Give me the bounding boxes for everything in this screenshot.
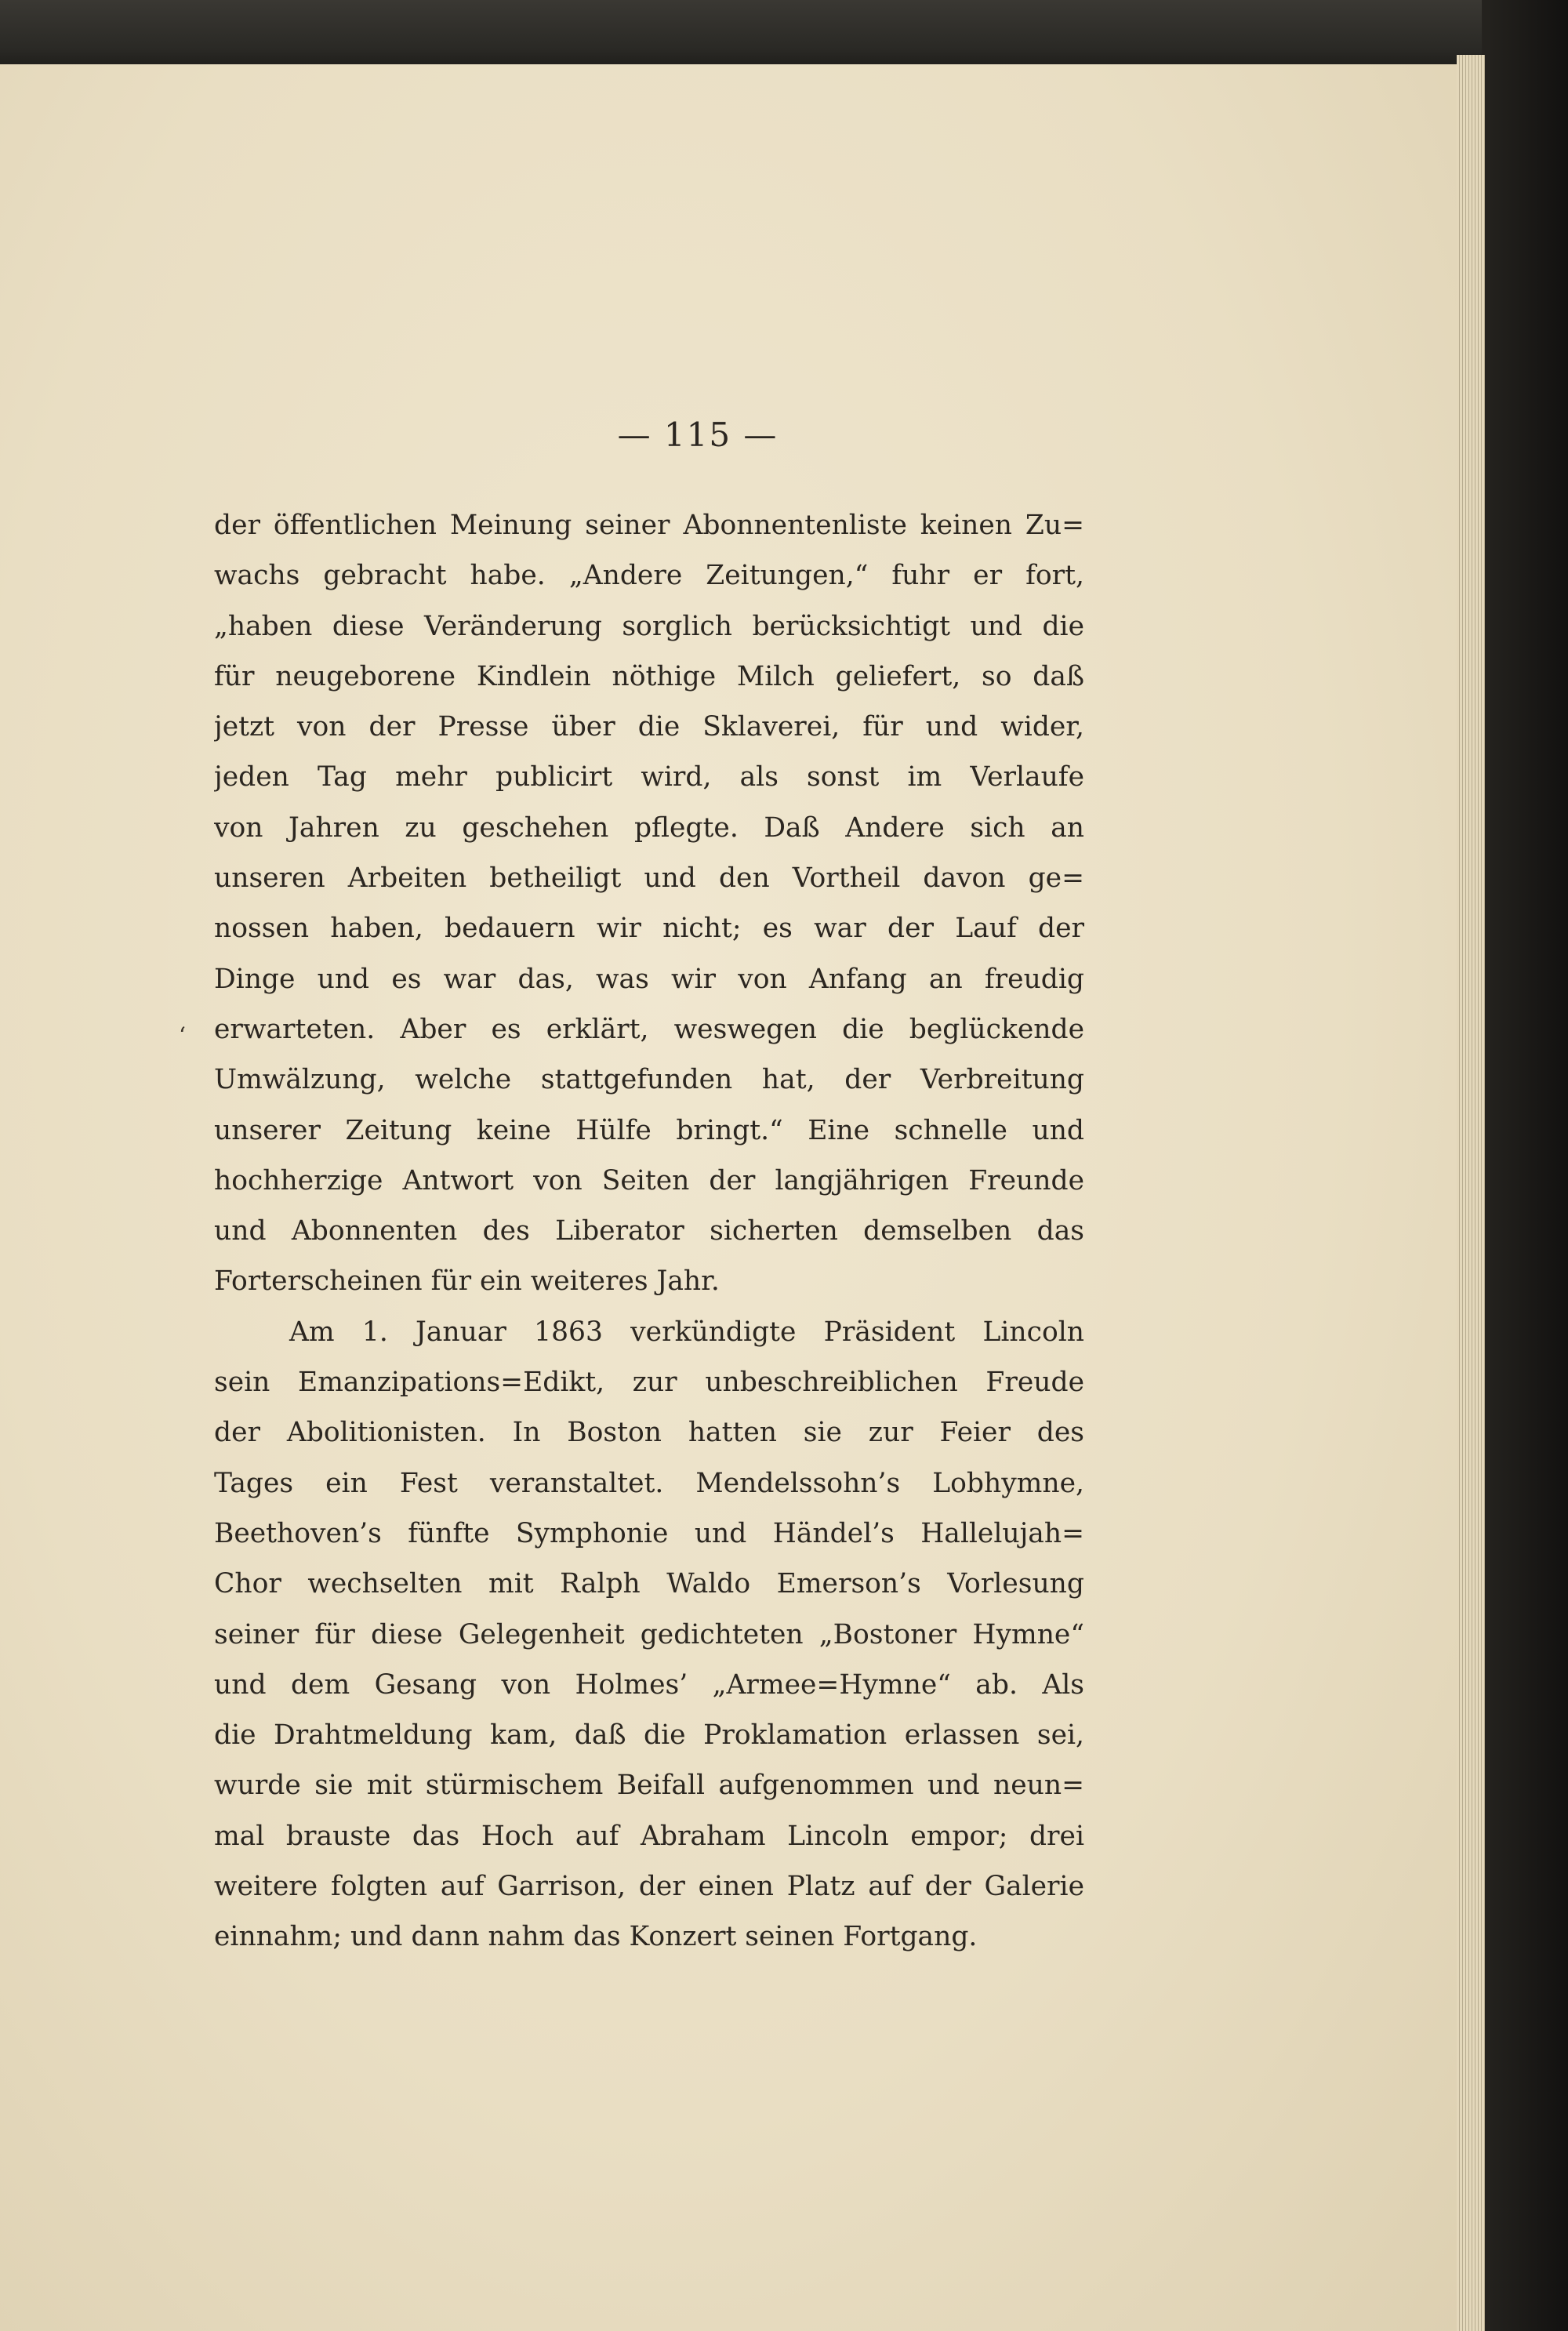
text-line: Beethoven’s fünfte Symphonie und Händel’s Hallelujah= — [214, 1517, 1084, 1549]
text-line: Am 1. Januar 1863 verkündigte Präsident Lincoln — [289, 1316, 1084, 1348]
text-line: Dinge und es war das, was wir von Anfang an freudig — [214, 963, 1084, 995]
margin-mark: ʻ — [179, 1022, 186, 1048]
text-line: von Jahren zu geschehen pflegte. Daß Andere sich an — [214, 811, 1084, 844]
body-text — [214, 500, 1084, 1962]
text-line: hochherzige Antwort von Seiten der langjährigen Freunde — [214, 1164, 1084, 1196]
scanner-background-top — [0, 0, 1568, 71]
text-line: nossen haben, bedauern wir nicht; es war der Lauf der — [214, 913, 1084, 945]
text-line: weitere folgten auf Garrison, der einen Platz auf der Galerie — [214, 1871, 1084, 1903]
text-line: wachs gebracht habe. „Andere Zeitungen,“ fuhr er fort, — [214, 560, 1084, 592]
text-line: Umwälzung, welche stattgefunden hat, der Verbreitung — [214, 1064, 1084, 1096]
text-line: für neugeborene Kindlein nöthige Milch geliefert, so daß — [214, 660, 1084, 692]
text-line: Tages ein Fest veranstaltet. Mendelssohn’s Lobhymne, — [214, 1467, 1084, 1499]
text-line: Forterscheinen für ein weiteres Jahr. — [214, 1265, 720, 1298]
text-line: Chor wechselten mit Ralph Waldo Emerson’s Vorlesung — [214, 1568, 1084, 1600]
page-stack-edges — [1457, 55, 1485, 2331]
book-cover-edge — [1482, 0, 1568, 2331]
text-line: einnahm; und dann nahm das Konzert seinen Fortgang. — [214, 1921, 978, 1953]
text-line: jetzt von der Presse über die Sklaverei, für und wider, — [214, 711, 1084, 743]
text-line: unserer Zeitung keine Hülfe bringt.“ Eine schnelle und — [214, 1114, 1084, 1146]
text-line: erwarteten. Aber es erklärt, weswegen die beglückende — [214, 1013, 1084, 1045]
text-line: und dem Gesang von Holmes’ „Armee=Hymne“ ab. Als — [214, 1668, 1084, 1701]
text-line: „haben diese Veränderung sorglich berücksichtigt und die — [214, 610, 1084, 642]
text-line: und Abonnenten des Liberator sicherten demselben das — [214, 1215, 1084, 1247]
paragraph-1 — [214, 500, 1084, 1307]
page-paper — [0, 64, 1457, 2331]
text-line: der Abolitionisten. In Boston hatten sie zur Feier des — [214, 1417, 1084, 1449]
text-line: seiner für diese Gelegenheit gedichteten „Bostoner Hymne“ — [214, 1618, 1084, 1650]
text-line: der öffentlichen Meinung seiner Abonnentenliste keinen Zu= — [214, 510, 1084, 541]
paragraph-2 — [214, 1307, 1084, 1962]
text-line: wurde sie mit stürmischem Beifall aufgenommen und neun= — [214, 1770, 1084, 1802]
text-line: unseren Arbeiten betheiligt und den Vortheil davon ge= — [214, 862, 1084, 895]
text-line: jeden Tag mehr publicirt wird, als sonst im Verlaufe — [214, 761, 1084, 793]
text-line: mal brauste das Hoch auf Abraham Lincoln empor; drei — [214, 1820, 1084, 1852]
page-number: — 115 — — [617, 416, 779, 454]
text-line: sein Emanzipations=Edikt, zur unbeschreiblichen Freude — [214, 1367, 1084, 1399]
text-line: die Drahtmeldung kam, daß die Proklamation erlassen sei, — [214, 1719, 1084, 1752]
